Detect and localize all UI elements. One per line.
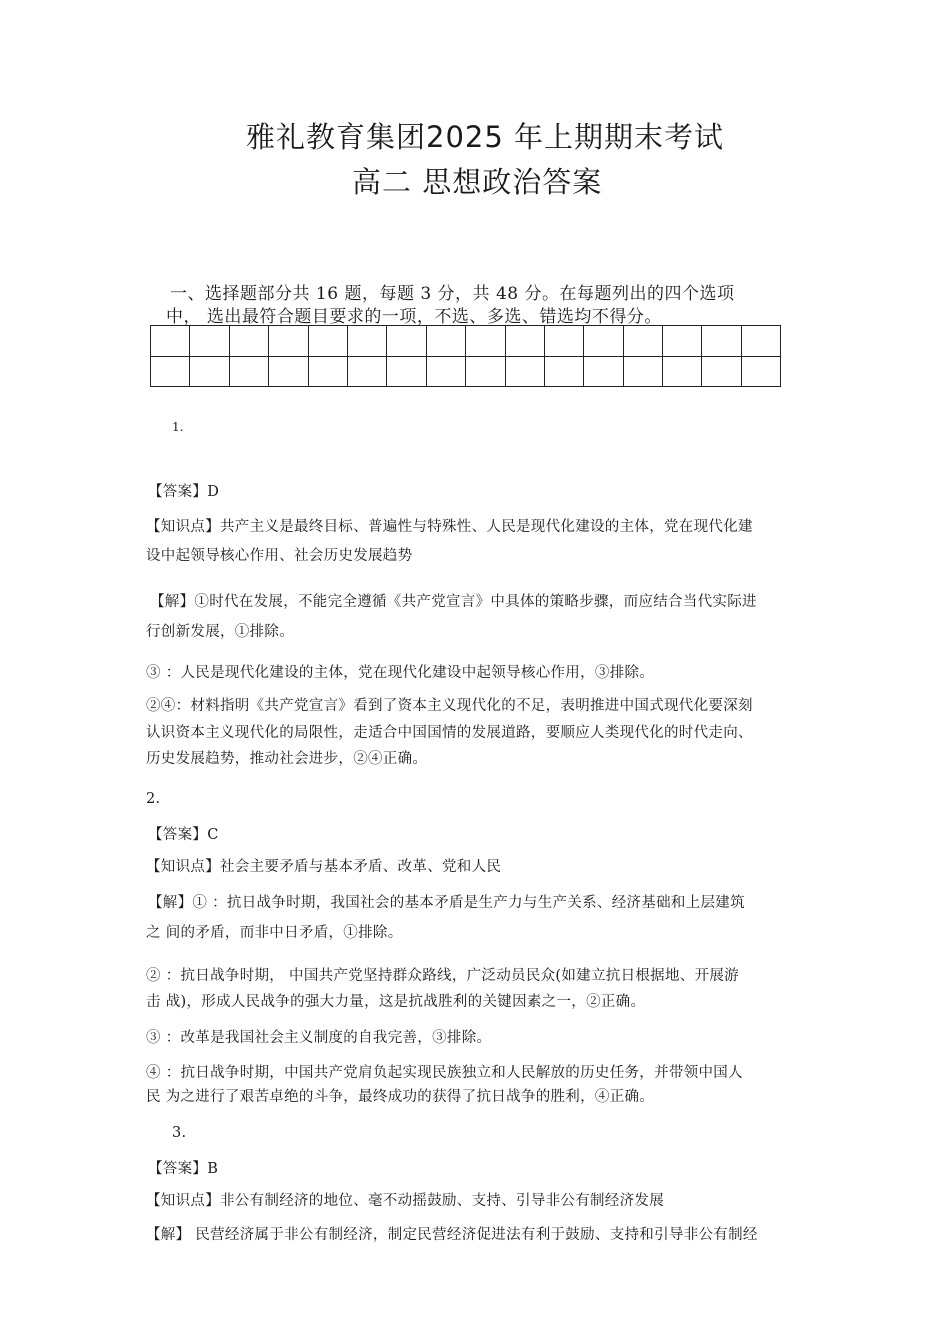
answer-table-cell [544, 326, 583, 357]
title-line-2: 高二 思想政治答案 [352, 165, 603, 199]
answer-table-cell [741, 326, 780, 357]
section-intro-line-1: 一、选择题部分共 16 题，每题 3 分，共 48 分。在每题列出的四个选项 [170, 284, 735, 304]
answer-table-cell [387, 356, 426, 387]
question-2-point-2-line-2: 击 战)，形成人民战争的强大力量，这是抗战胜利的关键因素之一，②正确。 [146, 994, 646, 1010]
answer-table-cell [308, 356, 347, 387]
answer-table-cell [229, 326, 268, 357]
answer-table-row [151, 356, 781, 387]
answer-table-cell [663, 326, 702, 357]
question-1-point-24-line-1: ②④：材料指明《共产党宣言》看到了资本主义现代化的不足，表明推进中国式现代化要深刻 [146, 698, 753, 714]
answer-table-cell [269, 326, 308, 357]
answer-table-cell [741, 356, 780, 387]
answer-table-cell [190, 356, 229, 387]
question-3-number: 3. [172, 1125, 187, 1141]
answer-table-cell [269, 356, 308, 387]
answer-table-cell [544, 356, 583, 387]
answer-table-cell [623, 326, 662, 357]
answer-table-cell [190, 326, 229, 357]
question-1-point-24-line-3: 历史发展趋势，推动社会进步，②④正确。 [146, 751, 428, 767]
question-2-knowledge: 【知识点】社会主要矛盾与基本矛盾、改革、党和人民 [146, 859, 502, 875]
question-1-number: 1. [172, 420, 184, 434]
answer-table-cell [702, 326, 741, 357]
question-3-explain-line-1: 【解】 民营经济属于非公有制经济，制定民营经济促进法有利于鼓励、支持和引导非公有制经 [146, 1227, 758, 1243]
answer-table-cell [505, 356, 544, 387]
answer-table-cell [663, 356, 702, 387]
question-3-knowledge: 【知识点】非公有制经济的地位、毫不动摇鼓励、支持、引导非公有制经济发展 [146, 1193, 664, 1209]
question-1-knowledge-line-1: 【知识点】共产主义是最终目标、普遍性与特殊性、人民是现代化建设的主体，党在现代化建 [146, 519, 753, 535]
question-2-point-4-line-1: ④ ：抗日战争时期，中国共产党肩负起实现民族独立和人民解放的历史任务，并带领中国人 [146, 1065, 743, 1081]
question-1-answer: 【答案】D [148, 484, 220, 500]
answer-table-cell [347, 356, 386, 387]
question-1-explain-line-2: 行创新发展，①排除。 [146, 624, 294, 640]
answer-table-cell [702, 356, 741, 387]
question-1-point-3: ③ ：人民是现代化建设的主体，党在现代化建设中起领导核心作用，③排除。 [146, 665, 655, 681]
answer-table-cell [229, 356, 268, 387]
answer-table-cell [347, 326, 386, 357]
answer-table-cell [308, 326, 347, 357]
section-intro-line-2: 中， 选出最符合题目要求的一项，不选、多选、错选均不得分。 [166, 307, 662, 327]
answer-table-cell [466, 356, 505, 387]
question-2-explain-line-1: 【解】① ：抗日战争时期，我国社会的基本矛盾是生产力与生产关系、经济基础和上层建筑 [148, 895, 745, 911]
question-2-answer: 【答案】C [148, 827, 219, 843]
question-2-point-4-line-2: 民 为之进行了艰苦卓绝的斗争，最终成功的获得了抗日战争的胜利，④正确。 [146, 1089, 655, 1105]
question-1-point-24-line-2: 认识资本主义现代化的局限性，走适合中国国情的发展道路，要顺应人类现代化的时代走向、 [146, 725, 753, 741]
answer-table-cell [623, 356, 662, 387]
answer-table [150, 325, 781, 387]
title-line-1: 雅礼教育集团2025 年上期期末考试 [246, 120, 725, 154]
answer-table-cell [466, 326, 505, 357]
question-2-explain-line-2: 之 间的矛盾，而非中日矛盾，①排除。 [146, 925, 403, 941]
answer-table-cell [151, 356, 190, 387]
answer-table-cell [584, 356, 623, 387]
answer-table-cell [151, 326, 190, 357]
question-1-knowledge-line-2: 设中起领导核心作用、社会历史发展趋势 [146, 548, 413, 564]
answer-table-cell [584, 326, 623, 357]
answer-table-cell [426, 326, 465, 357]
question-3-answer: 【答案】B [148, 1161, 219, 1177]
question-2-point-3: ③ ：改革是我国社会主义制度的自我完善，③排除。 [146, 1030, 492, 1046]
answer-table-cell [505, 326, 544, 357]
answer-table-cell [387, 326, 426, 357]
question-1-explain-line-1: 【解】①时代在发展，不能完全遵循《共产党宣言》中具体的策略步骤，而应结合当代实际进 [150, 594, 757, 610]
answer-table-row [151, 326, 781, 357]
question-2-number: 2. [146, 791, 161, 807]
question-2-point-2-line-1: ② ：抗日战争时期， 中国共产党坚持群众路线，广泛动员民众(如建立抗日根据地、开展游 [146, 968, 739, 984]
answer-table-cell [426, 356, 465, 387]
